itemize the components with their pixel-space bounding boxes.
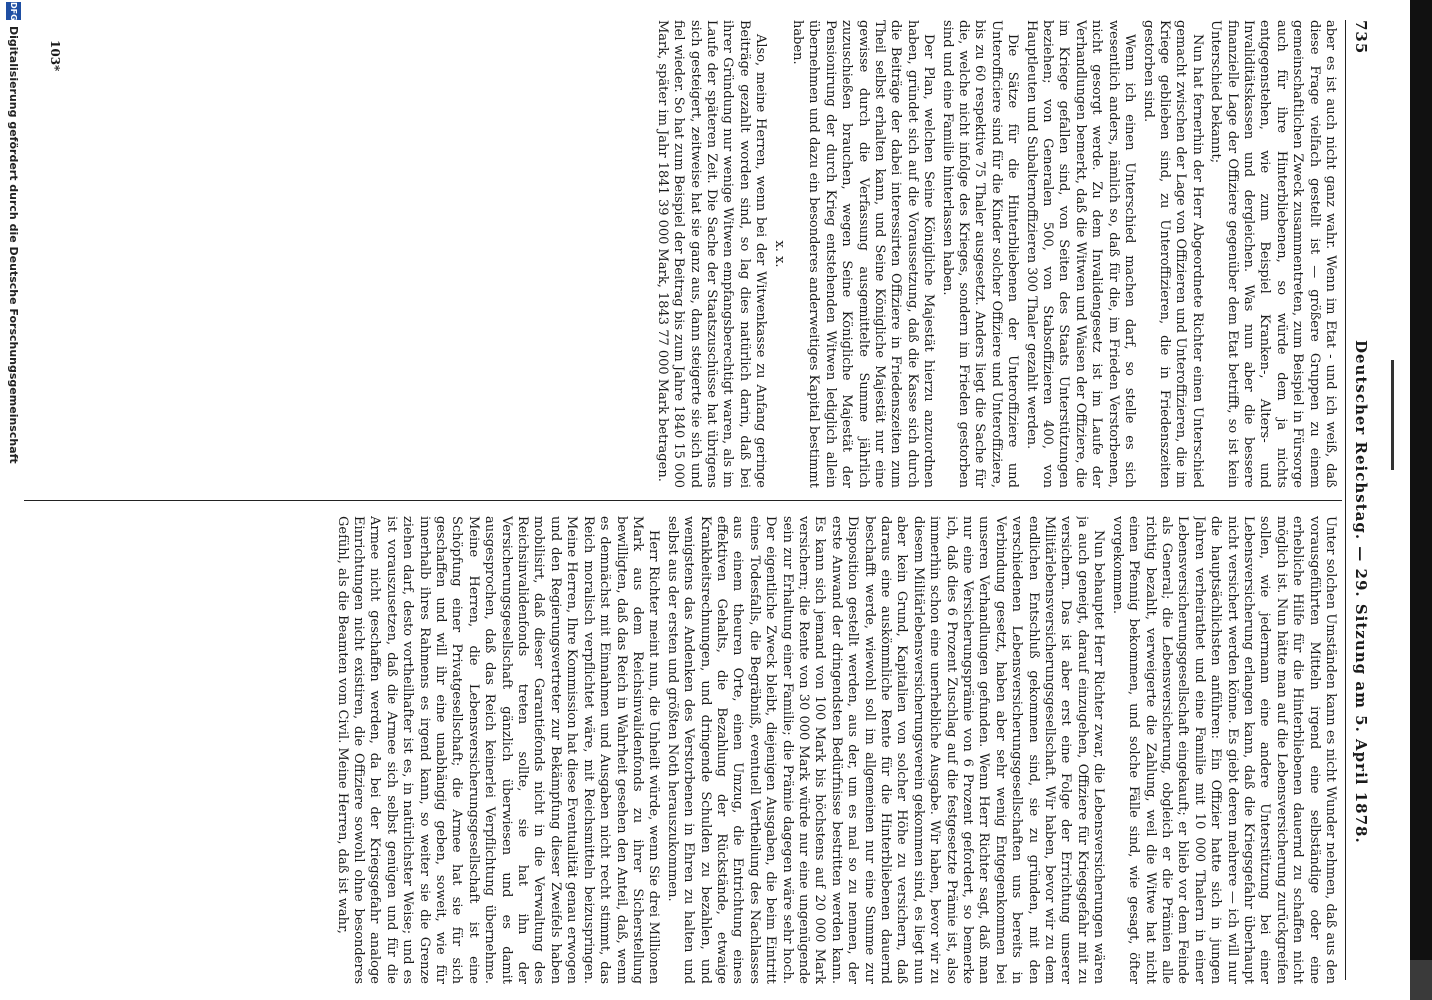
- paragraph: Herr Richter meint nun, die Unheilt würde, wenn Sie drei Millionen Mark aus dem Reichsinvalidenfonds zu ihrer Sicherstellung bewilligten, daß das Reich in Wahrheit gesehen den Anteil, daß, wenn es demnächst mit Einnahmen und Ausgaben nicht recht stimmt, das Reich moralisch verpflichtet wäre, mit Reichsmitteln beizuspringen. Meine Herren, Ihre Kommission hat diese Eventualität genau erwogen und den Regierungsvertreter zur Bekämpfung dieser Zweifels haben mobilisirt, daß dieser Garantiefonds nicht in die Verwaltung des Reichsinvalidenfonds treten sollte, sie hat ihn der Versicherungsgesellschaft gänzlich überwiesen und es damit ausgesprochen, daß das Reich keinerlei Verpflichtung übernehme. Meine Herren, die Lebensversicherungsgesellschaft ist eine Schöpfung einer Privatgesellschaft; die Armee hat sie für sich geschaffen und will ihr eine unabhängig geben, soweit, wie für innerhalb ihres Rahmens es irgend kann, so weiter sie die Grenze ziehen darf, desto vortheilhafter ist es, in natürlichster Weise; und es ist vorauszusetzen, daß die Armee sich selbst genügen und für die Armee nicht geschaffen werden, da bei der Kriegsgefahr analoge Einrichtungen nicht existiren, die Offiziere sowohl ohne besonderes Gefühl, als die Beamten vom Civil. Meine Herren, daß ist wahr,: [334, 516, 662, 984]
- dfg-logo-icon: DFG: [6, 2, 21, 20]
- paragraph: Der Plan, welchen Seine Königliche Majestät hierzu anzuordnen haben, gründet sich auf die Voraussetzung, daß die Kasse sich durch die Beiträge der dabei interessirten Offiziere in Friedenszeiten zum Theil selbst erhalten kann, und Seine Königliche Majestät nur eine gewisse durch die Verfassung ausgemittelte Summe jährlich zuzuschießen brauchen, wegen Seine Königliche Majestät der Pensionirung der durch Krieg entstehenden Witwen lediglich allein übernehmen und dazu ein besonderes anderweitiges Kapital bestimmt haben.: [790, 20, 937, 488]
- closing-mark: x. x.: [771, 240, 787, 268]
- header-ornament: [1381, 360, 1394, 470]
- footer-text: Digitalisierung gefördert durch die Deutsche Forschungsgemeinschaft: [7, 26, 20, 464]
- signature-mark: 103*: [48, 40, 62, 72]
- paragraph: Nun hat fernerhin der Herr Abgeordnete Richter einen Unterschied gemacht zwischen der Lage von Offizieren und Unteroffizieren, die im Kriege geblieben sind, zu Unteroffizieren, die in Friedenszeiten gestorben sind.: [1140, 20, 1205, 488]
- header-rule: [1345, 20, 1346, 980]
- paragraph: Nun behauptet Herr Richter zwar, die Lebensversicherungen wären ja auch geneigt, darauf einzugehen, Offiziere für Kriegsgefahr mit zu versichern. Das ist aber erst eine Folge der Errichtung unserer Militärlebensversicherungsgesellschaft. Wir haben, bevor wir zu dem endlichen Entschluß gekommen sind, sie zu gründen, mit den verschiedenen Lebensversicherungsgesellschaften uns bereits in Verbindung gesetzt, haben aber sehr wenig Entgegenkommen bei unseren Verhandlungen gefunden. Wenn Herr Richter sagt, daß man nur eine Versicherungsprämie von 6 Prozent gefordert, so bemerke ich, daß dies 6 Prozent Zuschlag auf die festgesetzte Prämie ist, also immerhin schon eine unerhebliche Ausgabe. Wir haben, bevor wir zu diesem Militärlebensversicherungsverein gekommen sind, es liegt nun aber kein Grund, Kapitalien von solcher Höhe zu versichern, daß daraus eine auskömmliche Rente für die Hinterbliebenen dauernd beschafft werde, wiewohl soll im allgemeinen nur eine Summe zur Disposition gestellt werden, aus der, um es mal so zu nennen, der erste Anwand der dringendsten Bedürfnisse bestritten werden kann. Es kann sich jemand von 100 Mark bis höchstens auf 20 000 Mark versichern; die Rente von 30 000 Mark würde nur eine ungenügende sein zur Erhaltung einer Familie; die Prämie dagegen wäre sehr hoch. Der eigentliche Zweck bleibt, diejenigen Ausgaben, die beim Eintritt eines Todesfalls, die Begräbniß, eventuell Vertheilung des Nachlasses aus einem theuren Orte, einen Umzug, die Entrichtung eines effektiven Gehalts, die Bezahlung der Rückstände, etwaige Krankheitsrechnungen, und dringende Schulden zu bezahlen, und wenigstens das Andenken des Verstorbenen in Ehren zu halten und selbst aus der ersten und größten Noth herauszukommen.: [664, 516, 1107, 984]
- page-header: [1346, 20, 1374, 980]
- page-number: 735: [1352, 20, 1370, 55]
- scan-edge-strip: [1410, 0, 1432, 1000]
- left-text-column: [38, 20, 1338, 488]
- scan-edge-tab: [1410, 960, 1432, 1000]
- column-divider: [22, 500, 1342, 501]
- paragraph: Die Sätze für die Hinterbliebenen der Unteroffiziere und Unterofficiere sind für die Kinder solcher Offiziere und Unteroffiziere, bis zu 60 respektive 75 Thaler ausgesetzt. Anders liegt die Sache für die, welche nicht infolge des Krieges, sondern im Frieden gestorben sind und eine Familie hinterlassen haben.: [939, 20, 1021, 488]
- page-title: Deutscher Reichstag. — 29. Sitzung am 5. April 1878.: [1352, 340, 1370, 844]
- right-text-column: [38, 516, 1338, 984]
- paragraph: Wenn ich einen Unterschied machen darf, so stelle es sich wesentlich anders, nämlich so, daß für die, im Frieden Verstorbenen, nicht gesorgt werde. Zu dem Invalidengesetz ist im Laufe der Verhandlungen bemerkt, daß die Witwen und Waisen der Offiziere, die im Kriege gefallen sind, von Seiten des Staats Unterstützungen beziehen; von Generalen 500, von Stabsoffizieren 400, von Hauptleuten und Subalternoffizieren 300 Thaler gezahlt werden.: [1023, 20, 1138, 488]
- paragraph: Unter solchen Umständen kann es nicht Wunder nehmen, daß aus den vorausgeführten Mitteln irgend eine selbständige oder eine erhebliche Hilfe für die Hinterbliebenen dauernd zu schaffen nicht möglich ist. Nun hätte man auf die Lebensversicherung zurückgreifen sollen, wie jedermann eine andere Unterstützung bei einer Lebensversicherung erlangen kann, daß die Kriegsgefahr überhaupt nicht versichert werden könne. Es giebt deren mehrere — ich will nur die hauptsächlichsten anführen: Ein Offizier hatte sich in jungen Jahren verheirathet und eine Familie mit 10 000 Thalern in einer Lebensversicherungsgesellschaft eingekauft; er blieb vor dem Feinde als General; die Lebensversicherung, obgleich er die Prämien alle richtig bezahlt, verweigerte die Zahlung, weil die Witwe hat nicht einen Pfennig bekommen, und solche Fälle sind, wie gesagt, öfter vorgekommen.: [1109, 516, 1338, 984]
- digitization-footer: [0, 0, 24, 1000]
- paragraph: Also, meine Herren, wenn bei der Witwenkasse zu Anfang geringe Beiträge gezahlt worden sind, so lag dies natürlich darin, daß bei ihrer Gründung nur wenige Witwen empfangsberechtigt waren, als im Laufe der späteren Zeit. Die Sache der Staatszuschüsse hat übrigens sich gesteigert, zeitweise hat sie ganz aus, dann steigerte sie sich und fiel wieder. So hat zum Beispiel der Beitrag bis zum Jahre 1840 15 000 Mark, später im Jahr 1841 39 000 Mark, 1843 77 000 Mark betragen.: [654, 20, 769, 488]
- paragraph: aber es ist auch nicht ganz wahr. Wenn im Etat - und ich weiß, daß diese Frage vielfach gestellt ist — größere Gruppen zu einem gemeinschaftlichen Zweck zusammentreten, zum Beispiel in Fürsorge auch für ihre Hinterbliebenen, so würde dem ja nichts entgegenstehen, wie zum Beispiel Kranken-, Alters- und Invaliditätskassen und dergleichen. Was nun aber die bessere finanzielle Lage der Offiziere gegenüber dem Etat betrifft, so ist kein Unterschied bekannt;: [1208, 20, 1338, 488]
